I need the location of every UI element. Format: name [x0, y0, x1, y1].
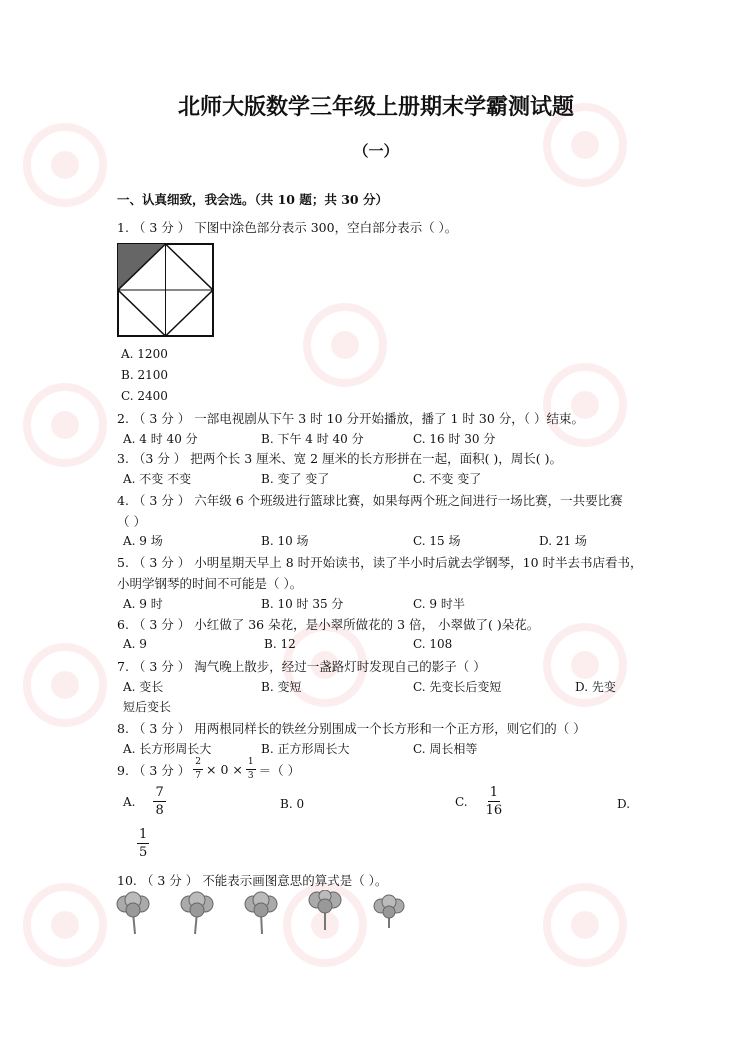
- section-heading: 一、认真细致，我会选。（共 10 题；共 30 分）: [117, 192, 388, 207]
- q3-option-c[interactable]: C. 不变 变了: [413, 472, 482, 486]
- q9-option-d-fraction: [137, 828, 149, 859]
- q9-fraction-a-den: 7: [195, 771, 202, 781]
- q2-option-c[interactable]: C. 16 时 30 分: [413, 432, 496, 446]
- q8-option-a[interactable]: A. 长方形周长大: [123, 742, 212, 756]
- q7-option-c[interactable]: C. 先变长后变短: [413, 680, 502, 694]
- q6-option-a[interactable]: A. 9: [123, 637, 147, 651]
- q9-option-a[interactable]: [123, 786, 166, 817]
- watermark-logo-icon: [540, 880, 630, 970]
- watermark-logo-icon: [300, 300, 390, 390]
- q3-option-b[interactable]: B. 变了 变了: [261, 472, 330, 486]
- question-10: 10. （ 3 分 ） 不能表示画图意思的算式是（ ）。: [117, 873, 388, 888]
- q7-option-b[interactable]: B. 变短: [261, 680, 302, 694]
- q1-option-b[interactable]: B. 2100: [121, 368, 168, 382]
- q9-option-a-num: 7: [155, 785, 164, 800]
- q9-option-d-frac: [137, 828, 149, 859]
- q1-option-a[interactable]: A. 1200: [121, 347, 168, 361]
- q9-prefix: 9. （ 3 分 ）: [117, 762, 191, 778]
- q9-fraction-b-den: 3: [247, 771, 254, 781]
- page-subtitle: （一）: [353, 142, 399, 160]
- q9-option-c-num: 1: [489, 785, 498, 800]
- q9-option-b[interactable]: B. 0: [280, 797, 305, 811]
- q9-fraction-b: [246, 758, 256, 781]
- q9-option-a-fraction: [153, 786, 165, 817]
- flower-bundle-icon: [242, 890, 280, 936]
- question-2: 2. （ 3 分 ） 一部电视剧从下午 3 时 10 分开始播放，播了 1 时 30 分，（ ）结束。: [117, 411, 584, 426]
- q9-option-c-den: 16: [485, 803, 503, 818]
- q5-option-b[interactable]: B. 10 时 35 分: [261, 597, 344, 611]
- question-4: 4. （ 3 分 ） 六年级 6 个班级进行篮球比赛，如果每两个班之间进行一场比赛，一共要比赛: [117, 493, 623, 508]
- watermark-logo-icon: [20, 640, 110, 730]
- q4-option-c[interactable]: C. 15 场: [413, 534, 461, 548]
- q4-option-b[interactable]: B. 10 场: [261, 534, 309, 548]
- page-title: 北师大版数学三年级上册期末学霸测试题: [177, 94, 574, 120]
- q5-option-a[interactable]: A. 9 时: [123, 597, 163, 611]
- question-7: 7. （ 3 分 ） 淘气晚上散步，经过一盏路灯时发现自己的影子（ ）: [117, 659, 486, 674]
- watermark-logo-icon: [540, 620, 630, 710]
- flower-bundle-icon: [178, 890, 216, 936]
- flower-bundle-icon: [306, 890, 344, 936]
- q8-option-c[interactable]: C. 周长相等: [413, 742, 478, 756]
- q9-option-c-label: C.: [455, 794, 468, 809]
- question-9: [117, 758, 300, 781]
- flower-bundle-icon: [370, 890, 408, 936]
- question-5: 5. （ 3 分 ） 小明星期天早上 8 时开始读书，读了半小时后就去学钢琴，10 时半去书店看书，: [117, 555, 643, 570]
- q6-option-c[interactable]: C. 108: [413, 637, 453, 651]
- q2-option-a[interactable]: A. 4 时 40 分: [123, 432, 198, 446]
- q7-option-d[interactable]: D. 先变: [575, 680, 616, 694]
- q7-option-d-continued: 短后变长: [123, 700, 172, 714]
- flower-bundle-row: [114, 890, 408, 936]
- question-6: 6. （ 3 分 ） 小红做了 36 朵花，是小翠所做花的 3 倍， 小翠做了( )朵花。: [117, 617, 540, 632]
- q1-option-c[interactable]: C. 2400: [121, 389, 168, 403]
- q9-operator: × 0 ×: [206, 762, 243, 777]
- q9-fraction-b-num: 1: [246, 758, 256, 770]
- question-1: 1. （ 3 分 ） 下图中涂色部分表示 300，空白部分表示（ ）。: [117, 220, 458, 235]
- q7-option-a[interactable]: A. 变长: [123, 680, 164, 694]
- shaded-square-figure: [117, 243, 214, 337]
- q5-option-c[interactable]: C. 9 时半: [413, 597, 465, 611]
- q3-option-a[interactable]: A. 不变 不变: [123, 472, 192, 486]
- q9-fraction-a: [193, 758, 203, 781]
- watermark-logo-icon: [540, 360, 630, 450]
- watermark-logo-icon: [20, 880, 110, 970]
- q4-option-d[interactable]: D. 21 场: [539, 534, 587, 548]
- q9-option-c-fraction: [486, 786, 503, 817]
- q6-option-b[interactable]: B. 12: [264, 637, 296, 651]
- q8-option-b[interactable]: B. 正方形周长大: [261, 742, 350, 756]
- q9-option-d-label[interactable]: D.: [617, 797, 631, 811]
- q9-option-a-label: A.: [123, 794, 136, 809]
- q9-suffix: ＝（ ）: [258, 762, 301, 778]
- q9-option-a-den: 8: [155, 803, 164, 818]
- question-4-blank: （ ）: [117, 514, 146, 529]
- watermark-logo-icon: [20, 120, 110, 210]
- q9-fraction-a-num: 2: [193, 758, 203, 770]
- question-5-line2: 小明学钢琴的时间不可能是（ ）。: [117, 576, 303, 591]
- q4-option-a[interactable]: A. 9 场: [123, 534, 163, 548]
- question-3: 3. （3 分 ） 把两个长 3 厘米、宽 2 厘米的长方形拼在一起，面积( )，周长( )。: [117, 451, 563, 466]
- watermark-logo-icon: [20, 380, 110, 470]
- flower-bundle-icon: [114, 890, 152, 936]
- question-8: 8. （ 3 分 ） 用两根同样长的铁丝分别围成一个长方形和一个正方形，则它们的（ ）: [117, 721, 586, 736]
- q9-option-d-den: 5: [139, 845, 148, 860]
- q9-option-c[interactable]: [455, 786, 502, 817]
- q2-option-b[interactable]: B. 下午 4 时 40 分: [261, 432, 364, 446]
- q9-option-d-num: 1: [139, 827, 148, 842]
